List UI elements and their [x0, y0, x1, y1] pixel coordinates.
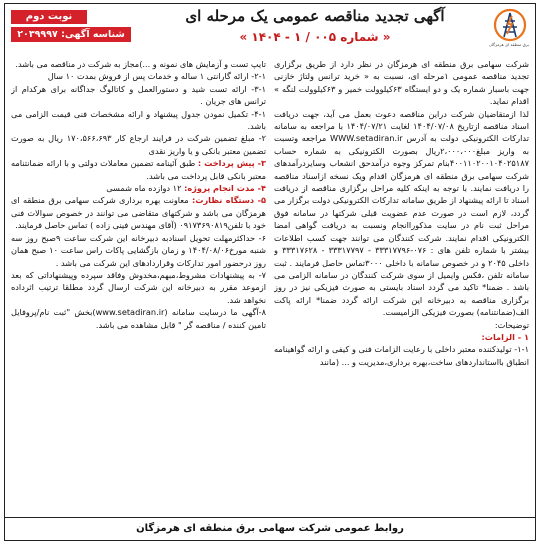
requirement-4: ۴-۱- تکمیل نمودن جدول پیشنهاد و ارائه مشخصات فنی قیمت الزامی می باشد. [11, 108, 266, 132]
prepayment-item [11, 157, 266, 182]
duration-heading: ۴- مدت انجام پروژه: [184, 183, 266, 194]
requirement-1-continued: تایپ تست و آزمایش های نمونه و ...)مجاز به شرکت در مناقصه می باشد. [15, 59, 266, 69]
logo-caption: برق منطقه ای هرمزگان [488, 42, 529, 47]
notes-label: توضیحات: [494, 319, 529, 330]
turn-badge: نوبت دوم [11, 10, 87, 24]
requirements-heading: ۱ - الزامات: [481, 331, 529, 342]
prepayment-text: طبق آئینامه تضمین معاملات دولتی و با ارائه ضمانتنامه معتبر بانکی قابل پرداخت می باشد. [11, 158, 266, 181]
intro-paragraph: شرکت سهامی برق منطقه ای هرمزگان در نظر دارد از طریق برگزاری تجدید مناقصه عمومی ۱مرحله ای، نسبت به « خرید ترانس ولتاژ خازنی جهت باسبار شماره یک و دو ایستگاه ۶۳کیلوولت خمیر و ۶۳کیلوولت لنگه » اقدام نماید. [274, 59, 529, 107]
requirement-1: ۱-۱- تولیدکننده معتبر داخلی با رعایت الزامات فنی و کیفی و ارائه گواهینامه انطباق بااستانداردهای ساخت،بهره برداری،مدیریت و ... (مانند [274, 344, 529, 367]
power-tower-icon [491, 8, 529, 42]
supervision-heading: ۵- دستگاه نظارت: [191, 195, 266, 206]
public-relations-footer: روابط عمومی شرکت سهامی برق منطقه ای هرمزگان [5, 517, 535, 540]
supervision-text: معاونت بهره برداری شرکت سهامی برق منطقه ای هرمزگان می باشد و شرکتهای متقاضی می توانند در خصوص سوالات فنی خود با تلفن۰۹۱۷۳۶۹۰۸۱۹ (آقای مهندس فینی زاده ) تماس حاصل فرمایند. [11, 195, 266, 231]
prepayment-heading: ۳- پیش پرداخت : [197, 158, 266, 169]
instructions-paragraph: لذا ازمتقاضیان شرکت دراین مناقصه دعوت بعمل می آید، جهت دریافت اسناد مناقصه ازتاریخ ۱۴۰۴/۰۷/۰۸ لغایت ۱۴۰۴/۰۷/۲۱ با مراجعه به سامانه تدارکات الکترونیکی دولت به آدرس WWW.setadiran.ir مراجعه وتسبت به واریز مبلغ۲،۰۰۰،۰۰۰ریال بصورت الکترونیکی به شماره حساب ۴۰۰۱۱۰۲۰۰۱۰۴۰۲۵۱۸۷بنام تمرکز وجوه درآمدحق انشعاب وسایردرآمدهای شرکت سهامی برق منطقه ای هرمزگان اقدام ویک نسخه ازاسناد مناقصه را دریافت نمایند. با توجه به اینکه کلیه مراحل برگزاری مناقصه از دریافت اسناد تا ارائه پیشنهاد از طریق سامانه تدارکات الکترونیکی دولت برگزار می گردد، لازم است در صورت عدم عضویت قبلی شرکتها در سامانه فوق مراحل ثبت نام در سایت مذکوراانجام ونسبت به دریافت گواهی امضا الکترونیکی اقدام نمایند. شرکت کنندگان می توانند جهت کسب اطلاعات بیشتر با شماره تلفن های : ۰۷۶-۳۳۳۱۷۷۹۶ - ۳۳۳۱۷۷۹۷ - ۳۳۳۱۷۶۲۸ و داخلی ۲۰۴۵ و در خصوص سامانه با داخلی ۳۰۰۰تماس حاصل فرمایند . ثبت سامانه تلفن ،فکس وایمیل از سوی شرکت کنندگان در سامانه الزامی می باشد . ضمنا* تاکید می گردد اسناد بایستی به صورت فیزیکی نیز در روز برگزاری مناقصه به دبیرخانه این شرکت ارائه گردد ضمنا* ارائه پاکت الف(ضمانتنامه) بصورت فیزیکی الزامیست. [274, 108, 529, 318]
deadline-item: ۶- حداکثرمهلت تحویل اسنادبه دبیرخانه این شرکت ساعت ۹صبح روز سه شنبه مورخ۱۴۰۴/۰۸/۰۶ و زمان بازگشایی پاکات راس ساعت ۱۰ صبح همان روز درحضور امور تدارکات وقراردادهای این شرکت می باشد . [11, 232, 266, 268]
tender-number: « شماره ۰۰۵ / ۱ - ۱۴۰۴ » [239, 30, 391, 44]
ad-id-badge: شناسه آگهی: ۲۰۳۹۹۹۷ [11, 27, 131, 42]
tender-notice [4, 3, 536, 541]
requirement-2: ۲-۱- ارائه گارانتی ۱ ساله و خدمات پس از فروش بمدت ۱۰ سال [47, 71, 266, 82]
conditional-bids-item: ۷- به پیشنهادات مشروط،مبهم،مخدوش وفاقد سپرده وپیشنهاداتی که بعد ازموعد مقرر به دبیرخانه این شرکت ارسال گردد مطلقا ترتیب اثرداده نخواهد شد. [11, 269, 266, 305]
duration-item [11, 182, 266, 194]
website-item: ۸-آگهی ما درسایت سامانه (www.setadiran.ir)بخش "ثبت نام/پروفایل تامین کننده / مناقصه گر " قابل مشاهده می باشد. [11, 307, 266, 330]
guarantee-item: ۲- مبلغ تضمین شرکت در فرایند ارجاع کار ۱۷۰،۵۶۶،۶۹۳ ریال به صورت تضمین معتبر بانکی و یا واریز نقدی [11, 133, 266, 156]
notice-title: آگهی تجدید مناقصه عمومی یک مرحله ای [185, 7, 445, 25]
notice-body [11, 58, 529, 514]
supervision-item [11, 194, 266, 231]
notice-header [5, 4, 535, 56]
duration-text: ۱۲ دوازده ماه شمسی [106, 183, 182, 194]
right-column [274, 58, 529, 514]
left-column [11, 58, 266, 514]
requirement-3: ۳-۱- ارائه تست شید و دستورالعمل و کاتالوگ جداگانه برای هرکدام از ترانس های جریان . [11, 83, 266, 107]
company-logo [491, 8, 529, 42]
